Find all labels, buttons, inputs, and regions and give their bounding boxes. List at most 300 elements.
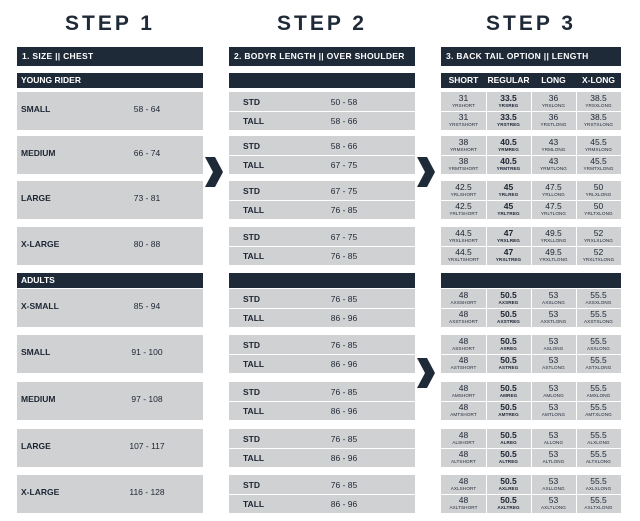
tail-option-cell[interactable] xyxy=(441,156,486,174)
length-range: 58 - 66 xyxy=(330,141,358,151)
tail-option-cell[interactable] xyxy=(441,402,486,420)
tail-length: 49.5 xyxy=(545,247,562,257)
chest-range: 66 - 74 xyxy=(133,148,161,158)
tail-option-cell[interactable] xyxy=(576,156,621,174)
tail-length: 50.5 xyxy=(500,430,517,440)
product-code: ASTSHORT xyxy=(450,365,477,370)
tail-option-cell[interactable] xyxy=(441,309,486,327)
tail-length: 48 xyxy=(458,309,469,319)
length-row xyxy=(229,201,415,219)
tail-option-cell[interactable] xyxy=(531,156,576,174)
tail-option-cell[interactable] xyxy=(576,336,621,354)
young-rider-length-large xyxy=(229,181,415,219)
product-code: ALTSHORT xyxy=(451,459,476,464)
tail-option-cell[interactable] xyxy=(576,449,621,467)
adult-tail-x-small xyxy=(441,289,621,327)
tail-option-cell[interactable] xyxy=(486,156,531,174)
product-code: YRXLSHORT xyxy=(449,238,478,243)
young-rider-tail-small xyxy=(441,92,621,130)
tail-option-cell[interactable] xyxy=(486,137,531,155)
tail-length: 48 xyxy=(458,402,469,412)
tail-length: 55.5 xyxy=(590,383,607,393)
tail-length: 42.5 xyxy=(455,182,472,192)
length-row xyxy=(229,290,415,308)
product-code: YRMXLONG xyxy=(584,147,613,152)
tail-length: 40.5 xyxy=(500,137,517,147)
product-code: YRLLONG xyxy=(542,192,565,197)
length-range: 86 - 96 xyxy=(330,453,358,463)
product-code: AMTXLONG xyxy=(585,412,612,417)
tail-length: 53 xyxy=(548,309,559,319)
young-rider-size-large xyxy=(17,181,203,219)
length-range: 86 - 96 xyxy=(330,406,358,416)
product-code: YRXLXLONG xyxy=(584,238,613,243)
size-name: X-LARGE xyxy=(21,239,60,249)
length-row xyxy=(229,383,415,401)
adult-length-x-small xyxy=(229,289,415,327)
tail-length: 38.5 xyxy=(590,112,607,122)
tail-option-cell[interactable] xyxy=(531,247,576,265)
product-code: YRSXLONG xyxy=(585,103,612,108)
tail-length: 36 xyxy=(548,93,559,103)
tail-option-cell[interactable] xyxy=(576,476,621,494)
chest-range: 85 - 94 xyxy=(133,301,161,311)
tail-option-cell[interactable] xyxy=(576,402,621,420)
length-row xyxy=(229,495,415,513)
step3-column-headers xyxy=(441,73,621,88)
product-code: ASLONG xyxy=(543,346,564,351)
tail-length: 55.5 xyxy=(590,402,607,412)
product-code: ASTLONG xyxy=(542,365,565,370)
length-row xyxy=(229,355,415,373)
adult-tail-large xyxy=(441,429,621,467)
size-name: SMALL xyxy=(21,347,51,357)
tail-option-cell[interactable] xyxy=(576,201,621,219)
tail-option-cell[interactable] xyxy=(576,137,621,155)
tail-option-cell[interactable] xyxy=(486,201,531,219)
product-code: YRXLTSHORT xyxy=(447,257,480,262)
tail-length: 53 xyxy=(548,402,559,412)
adult-length-x-large xyxy=(229,475,415,513)
young-rider-tail-x-large xyxy=(441,227,621,265)
product-code: YRMTSHORT xyxy=(448,166,479,171)
tail-length: 48 xyxy=(458,476,469,486)
tail-length: 50.5 xyxy=(500,495,517,505)
tail-option-cell[interactable] xyxy=(486,383,531,401)
fit-label: TALL xyxy=(243,453,265,463)
product-code: YRXLTREG xyxy=(495,257,522,262)
product-code: AMTLONG xyxy=(541,412,566,417)
tail-option-cell[interactable] xyxy=(441,336,486,354)
tail-option-cell[interactable] xyxy=(441,137,486,155)
tail-option-cell[interactable] xyxy=(441,495,486,513)
arrow-icon xyxy=(417,157,435,187)
tail-length: 47 xyxy=(503,247,514,257)
product-code: ASTXLONG xyxy=(585,365,612,370)
tail-option-cell[interactable] xyxy=(486,182,531,200)
tail-length: 48 xyxy=(458,355,469,365)
tail-length: 52 xyxy=(593,228,604,238)
chest-range: 58 - 64 xyxy=(133,104,161,114)
tail-option-cell[interactable] xyxy=(441,355,486,373)
product-code: ALREG xyxy=(500,440,517,445)
tail-length: 50 xyxy=(593,201,604,211)
tail-length: 53 xyxy=(548,495,559,505)
product-code: YRSTLONG xyxy=(540,122,567,127)
product-code: YRLTLONG xyxy=(540,211,567,216)
product-code: AMTSHORT xyxy=(450,412,477,417)
tail-length: 31 xyxy=(458,112,469,122)
adults-band-step3 xyxy=(441,273,621,288)
product-code: YRXLTXLONG xyxy=(582,257,615,262)
body-length-header: 2. BODYR LENGTH || OVER SHOULDER xyxy=(229,47,415,66)
tail-length: 44.5 xyxy=(455,228,472,238)
size-name: MEDIUM xyxy=(21,394,56,404)
product-code: YRLTXLONG xyxy=(584,211,613,216)
length-row xyxy=(229,309,415,327)
tail-option-cell[interactable] xyxy=(531,309,576,327)
step-3-title: STEP 3 xyxy=(486,12,576,35)
fit-label: TALL xyxy=(243,251,265,261)
tail-length: 38 xyxy=(458,156,469,166)
tail-option-cell[interactable] xyxy=(576,430,621,448)
chest-range: 116 - 128 xyxy=(129,487,165,497)
tail-length: 47 xyxy=(503,228,514,238)
chest-range: 107 - 117 xyxy=(129,441,165,451)
tail-length: 50.5 xyxy=(500,309,517,319)
size-name: X-LARGE xyxy=(21,487,60,497)
tail-length: 31 xyxy=(458,93,469,103)
tail-option-cell[interactable] xyxy=(486,402,531,420)
product-code: AXSTLONG xyxy=(540,319,567,324)
length-row xyxy=(229,137,415,155)
size-name: SMALL xyxy=(21,104,51,114)
product-code: YRLSHORT xyxy=(450,192,477,197)
tail-option-cell[interactable] xyxy=(576,355,621,373)
tail-option-cell[interactable] xyxy=(441,247,486,265)
product-code: YRSTXLONG xyxy=(583,122,614,127)
tail-option-cell[interactable] xyxy=(486,290,531,308)
tail-option-cell[interactable] xyxy=(441,182,486,200)
fit-label: STD xyxy=(243,97,260,107)
tail-length: 50.5 xyxy=(500,290,517,300)
product-code: AMSHORT xyxy=(451,393,476,398)
column-header-short: SHORT xyxy=(448,75,479,85)
tail-option-cell[interactable] xyxy=(441,430,486,448)
product-code: AXSTSHORT xyxy=(449,319,478,324)
tail-option-cell[interactable] xyxy=(531,201,576,219)
product-code: YRMTXLONG xyxy=(583,166,614,171)
fit-label: STD xyxy=(243,294,260,304)
product-code: YRXLLONG xyxy=(540,238,567,243)
product-code: AMREG xyxy=(499,393,518,398)
tail-length: 53 xyxy=(548,430,559,440)
step-2-title: STEP 2 xyxy=(277,12,367,35)
length-row xyxy=(229,247,415,265)
tail-length: 47.5 xyxy=(545,182,562,192)
tail-option-cell[interactable] xyxy=(531,495,576,513)
size-name: MEDIUM xyxy=(21,148,56,158)
tail-option-cell[interactable] xyxy=(531,476,576,494)
tail-length: 43 xyxy=(548,137,559,147)
adult-tail-x-large xyxy=(441,475,621,513)
product-code: AXSSHORT xyxy=(450,300,477,305)
tail-option-cell[interactable] xyxy=(486,93,531,111)
tail-length: 50.5 xyxy=(500,449,517,459)
tail-option-cell[interactable] xyxy=(531,112,576,130)
tail-option-cell[interactable] xyxy=(531,383,576,401)
tail-option-cell[interactable] xyxy=(531,93,576,111)
fit-label: TALL xyxy=(243,160,265,170)
tail-option-cell[interactable] xyxy=(486,247,531,265)
length-range: 86 - 96 xyxy=(330,359,358,369)
tail-option-cell[interactable] xyxy=(441,228,486,246)
tail-option-cell[interactable] xyxy=(531,449,576,467)
length-range: 76 - 85 xyxy=(330,205,358,215)
product-code: YRXLTLONG xyxy=(539,257,568,262)
tail-length: 50.5 xyxy=(500,402,517,412)
tail-length: 44.5 xyxy=(455,247,472,257)
tail-option-cell[interactable] xyxy=(576,228,621,246)
tail-length: 33.5 xyxy=(500,112,517,122)
tail-option-cell[interactable] xyxy=(486,112,531,130)
fit-label: TALL xyxy=(243,313,265,323)
product-code: ALSHORT xyxy=(452,440,475,445)
fit-label: TALL xyxy=(243,116,265,126)
tail-option-cell[interactable] xyxy=(441,476,486,494)
adult-size-medium xyxy=(17,382,203,420)
product-code: YRSTREG xyxy=(497,122,520,127)
tail-length: 55.5 xyxy=(590,309,607,319)
fit-label: STD xyxy=(243,340,260,350)
tail-length: 53 xyxy=(548,336,559,346)
fit-label: STD xyxy=(243,480,260,490)
product-code: ALTREG xyxy=(498,459,519,464)
adult-tail-small xyxy=(441,335,621,373)
length-range: 58 - 66 xyxy=(330,116,358,126)
adult-length-small xyxy=(229,335,415,373)
tail-option-cell[interactable] xyxy=(576,495,621,513)
tail-option-cell[interactable] xyxy=(576,93,621,111)
column-header-x-long: X-LONG xyxy=(581,75,616,85)
product-code: ALXLONG xyxy=(587,440,610,445)
tail-option-cell[interactable] xyxy=(486,430,531,448)
length-range: 86 - 96 xyxy=(330,499,358,509)
product-code: AXLTREG xyxy=(497,505,520,510)
tail-length: 48 xyxy=(458,430,469,440)
tail-option-cell[interactable] xyxy=(531,336,576,354)
tail-length: 53 xyxy=(548,476,559,486)
product-code: AMTREG xyxy=(498,412,519,417)
tail-length: 50.5 xyxy=(500,476,517,486)
tail-option-cell[interactable] xyxy=(486,495,531,513)
tail-option-cell[interactable] xyxy=(576,383,621,401)
tail-length: 55.5 xyxy=(590,290,607,300)
tail-option-cell[interactable] xyxy=(486,476,531,494)
product-code: ALLONG xyxy=(543,440,564,445)
adult-tail-medium xyxy=(441,382,621,420)
young-rider-length-small xyxy=(229,92,415,130)
tail-length: 33.5 xyxy=(500,93,517,103)
length-range: 67 - 75 xyxy=(330,232,358,242)
tail-length: 49.5 xyxy=(545,228,562,238)
length-row xyxy=(229,182,415,200)
adults-band-step2 xyxy=(229,273,415,288)
length-row xyxy=(229,156,415,174)
chest-range: 97 - 108 xyxy=(131,394,163,404)
arrow-icon xyxy=(417,358,435,388)
adults-band: ADULTS xyxy=(17,273,203,288)
fit-label: TALL xyxy=(243,499,265,509)
tail-length: 45 xyxy=(503,201,514,211)
product-code: AXLREG xyxy=(498,486,519,491)
length-row xyxy=(229,112,415,130)
tail-length: 50.5 xyxy=(500,355,517,365)
tail-length: 43 xyxy=(548,156,559,166)
tail-option-cell[interactable] xyxy=(576,309,621,327)
tail-option-cell[interactable] xyxy=(441,449,486,467)
product-code: AXLTXLONG xyxy=(584,505,613,510)
fit-label: STD xyxy=(243,186,260,196)
tail-length: 53 xyxy=(548,449,559,459)
product-code: YRSHORT xyxy=(451,103,476,108)
tail-option-cell[interactable] xyxy=(531,182,576,200)
tail-option-cell[interactable] xyxy=(486,228,531,246)
product-code: AXLTSHORT xyxy=(449,505,478,510)
length-row xyxy=(229,449,415,467)
step-1-title: STEP 1 xyxy=(65,12,155,35)
tail-option-cell[interactable] xyxy=(531,228,576,246)
tail-length: 36 xyxy=(548,112,559,122)
product-code: YRLTREG xyxy=(497,211,520,216)
adult-length-medium xyxy=(229,382,415,420)
product-code: ASXLONG xyxy=(587,346,610,351)
product-code: AXSREG xyxy=(498,300,519,305)
tail-length: 52 xyxy=(593,247,604,257)
young-rider-size-x-large xyxy=(17,227,203,265)
tail-length: 47.5 xyxy=(545,201,562,211)
tail-length: 48 xyxy=(458,336,469,346)
tail-length: 38.5 xyxy=(590,93,607,103)
product-code: YRXLREG xyxy=(497,238,520,243)
tail-option-cell[interactable] xyxy=(441,112,486,130)
product-code: YRMSHORT xyxy=(449,147,477,152)
product-code: YRSLONG xyxy=(541,103,566,108)
tail-length: 55.5 xyxy=(590,476,607,486)
tail-option-cell[interactable] xyxy=(576,247,621,265)
tail-length: 48 xyxy=(458,449,469,459)
tail-length: 50.5 xyxy=(500,336,517,346)
tail-option-cell[interactable] xyxy=(531,290,576,308)
product-code: AXLXLONG xyxy=(585,486,612,491)
tail-option-cell[interactable] xyxy=(531,355,576,373)
tail-option-cell[interactable] xyxy=(441,93,486,111)
fit-label: TALL xyxy=(243,406,265,416)
chest-range: 73 - 81 xyxy=(133,193,161,203)
tail-option-cell[interactable] xyxy=(486,336,531,354)
adult-size-large xyxy=(17,429,203,467)
tail-option-cell[interactable] xyxy=(531,430,576,448)
product-code: AXLSHORT xyxy=(450,486,477,491)
tail-option-cell[interactable] xyxy=(486,309,531,327)
tail-length: 38 xyxy=(458,137,469,147)
product-code: YRMREG xyxy=(498,147,519,152)
product-code: YRSTSHORT xyxy=(448,122,479,127)
product-code: AMLONG xyxy=(543,393,564,398)
product-code: YRMTREG xyxy=(496,166,521,171)
young-rider-tail-large xyxy=(441,181,621,219)
young-rider-tail-medium xyxy=(441,136,621,174)
length-range: 86 - 96 xyxy=(330,313,358,323)
length-range: 76 - 85 xyxy=(330,387,358,397)
product-code: YRLREG xyxy=(498,192,519,197)
product-code: ALTLONG xyxy=(542,459,565,464)
young-rider-band-step2 xyxy=(229,73,415,88)
product-code: AXSTXLONG xyxy=(584,319,613,324)
tail-option-cell[interactable] xyxy=(486,449,531,467)
length-range: 67 - 75 xyxy=(330,160,358,170)
tail-length: 45.5 xyxy=(590,137,607,147)
tail-option-cell[interactable] xyxy=(486,355,531,373)
product-code: YRLTSHORT xyxy=(449,211,478,216)
tail-length: 45.5 xyxy=(590,156,607,166)
tail-option-cell[interactable] xyxy=(441,201,486,219)
length-range: 76 - 85 xyxy=(330,340,358,350)
fit-label: TALL xyxy=(243,359,265,369)
length-range: 67 - 75 xyxy=(330,186,358,196)
tail-length: 45 xyxy=(503,182,514,192)
young-rider-band: YOUNG RIDER xyxy=(17,73,203,88)
tail-length: 48 xyxy=(458,495,469,505)
tail-option-cell[interactable] xyxy=(576,112,621,130)
product-code: AMXLONG xyxy=(586,393,611,398)
adult-size-small xyxy=(17,335,203,373)
tail-length: 48 xyxy=(458,383,469,393)
tail-length: 55.5 xyxy=(590,430,607,440)
length-range: 76 - 85 xyxy=(330,294,358,304)
product-code: AXSXLONG xyxy=(585,300,612,305)
product-code: AXLLONG xyxy=(542,486,565,491)
product-code: AXSTREG xyxy=(497,319,520,324)
tail-length: 53 xyxy=(548,355,559,365)
tail-length: 50 xyxy=(593,182,604,192)
length-range: 76 - 85 xyxy=(330,434,358,444)
product-code: ASSHORT xyxy=(452,346,475,351)
tail-option-cell[interactable] xyxy=(576,290,621,308)
product-code: YRSREG xyxy=(498,103,519,108)
length-row xyxy=(229,228,415,246)
length-range: 50 - 58 xyxy=(330,97,358,107)
tail-option-cell[interactable] xyxy=(531,402,576,420)
chest-range: 91 - 100 xyxy=(131,347,163,357)
tail-option-cell[interactable] xyxy=(441,383,486,401)
column-header-regular: REGULAR xyxy=(487,75,530,85)
tail-length: 55.5 xyxy=(590,336,607,346)
tail-option-cell[interactable] xyxy=(441,290,486,308)
fit-label: STD xyxy=(243,387,260,397)
tail-length: 42.5 xyxy=(455,201,472,211)
product-code: AXLTLONG xyxy=(541,505,566,510)
tail-option-cell[interactable] xyxy=(531,137,576,155)
length-row xyxy=(229,402,415,420)
adult-size-x-large xyxy=(17,475,203,513)
adult-size-x-small xyxy=(17,289,203,327)
size-name: LARGE xyxy=(21,441,51,451)
fit-label: STD xyxy=(243,141,260,151)
product-code: YRMTLONG xyxy=(540,166,567,171)
tail-option-cell[interactable] xyxy=(576,182,621,200)
young-rider-length-medium xyxy=(229,136,415,174)
